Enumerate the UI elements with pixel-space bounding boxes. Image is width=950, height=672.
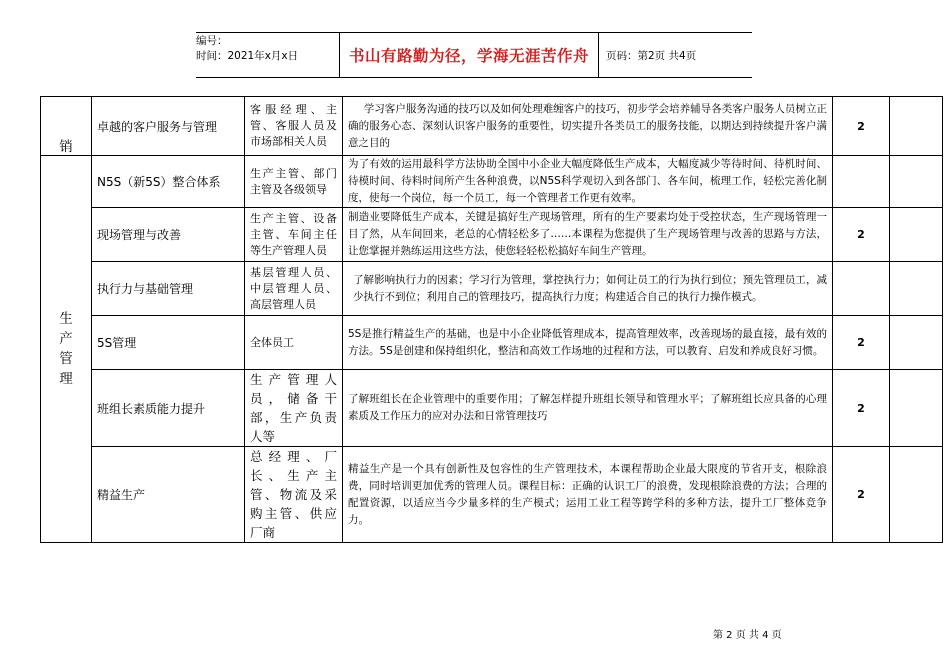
course-name: 卓越的客户服务与管理 <box>92 97 245 156</box>
course-description: 为了有效的运用最科学方法协助全国中小企业大幅度降低生产成本，大幅度减少等待时间、待机时间、待模时间、待料时间所产生各种浪费，以N5S科学观切入到各部门、各车间，梳理工作，轻松完善化制度，使每一个岗位，每一个员工，每一个管理者工作更有效率。 <box>343 156 833 208</box>
course-days: 2 <box>833 447 890 543</box>
course-audience: 全体员工 <box>245 316 343 370</box>
remarks-cell <box>890 316 943 370</box>
course-name: 精益生产 <box>92 447 245 543</box>
course-name: 5S管理 <box>92 316 245 370</box>
table-row <box>41 208 943 262</box>
header-page-label: 页码：第2页 共4页 <box>606 49 697 62</box>
course-description: 制造业要降低生产成本，关键是搞好生产现场管理，所有的生产要素均处于受控状态，生产现场管理一目了然，从车间回来，老总的心情轻松多了……本课程为您提供了生产现场管理与改善的思路与方法，让您掌握并熟练运用这些方法，使您轻轻松松搞好车间生产管理。 <box>343 208 833 262</box>
table-row <box>41 156 943 208</box>
course-description: 精益生产是一个具有创新性及包容性的生产管理技术，本课程帮助企业最大限度的节省开支，根除浪费，同时培训更加优秀的管理人员。课程目标：正确的认识工厂的浪费，发现根除浪费的方法；合理的配置资源，以适应当今少量多样的生产模式；运用工业工程等跨学科的多种方法，提升工厂整体竞争力。 <box>343 447 833 543</box>
course-days: 2 <box>833 370 890 447</box>
category-production: 生 产 管 理 <box>41 156 92 543</box>
page-footer: 第 2 页 共 4 页 <box>713 630 782 641</box>
table-row <box>41 97 943 156</box>
header-slogan: 书山有路勤为径，学海无涯苦作舟 <box>339 33 599 77</box>
remarks-cell <box>890 262 943 316</box>
course-description: 学习客户服务沟通的技巧以及如何处理难缠客户的技巧，初步学会培养辅导各类客户服务人员树立正确的服务心态、深刻认识客户服务的重要性，切实提升各类员工的服务技能，以期达到持续提升客户满意之目的 <box>343 97 833 156</box>
course-name: 执行力与基础管理 <box>92 262 245 316</box>
course-audience: 生产主管、设备主管、车间主任等生产管理人员 <box>245 208 343 262</box>
course-audience: 总经理、厂长、生产主管、物流及采购主管、供应厂商 <box>245 447 343 543</box>
number-label: 编号： <box>196 35 228 47</box>
course-days: 2 <box>833 97 890 156</box>
time-label: 时间：2021年x月x日 <box>196 50 299 62</box>
page-header <box>196 32 752 78</box>
category-sales: 销 <box>41 97 92 156</box>
course-days: 2 <box>833 208 890 262</box>
course-name: 班组长素质能力提升 <box>92 370 245 447</box>
course-days <box>833 156 890 208</box>
remarks-cell <box>890 156 943 208</box>
remarks-cell <box>890 97 943 156</box>
course-audience: 生产主管、部门主管及各级领导 <box>245 156 343 208</box>
course-days: 2 <box>833 316 890 370</box>
header-meta <box>196 33 339 77</box>
course-audience: 生产管理人员，储备干部，生产负责人等 <box>245 370 343 447</box>
course-audience: 基层管理人员、中层管理人员、高层管理人员 <box>245 262 343 316</box>
remarks-cell <box>890 208 943 262</box>
course-description: 5S是推行精益生产的基础，也是中小企业降低管理成本，提高管理效率，改善现场的最直接，最有效的方法。5S是创建和保持组织化，整洁和高效工作场地的过程和方法，可以教育、启发和养成良好习惯。 <box>343 316 833 370</box>
course-description: 了解影响执行力的因素；学习行为管理，掌控执行力；如何让员工的行为执行到位；预先管理员工，减少执行不到位；利用自己的管理技巧，提高执行力度；构建适合自己的执行力操作模式。 <box>343 262 833 316</box>
remarks-cell <box>890 447 943 543</box>
table-row <box>41 447 943 543</box>
course-audience: 客服经理、主管、客服人员及市场部相关人员 <box>245 97 343 156</box>
remarks-cell <box>890 370 943 447</box>
table-row <box>41 316 943 370</box>
table-row <box>41 262 943 316</box>
course-description: 了解班组长在企业管理中的重要作用；了解怎样提升班组长领导和管理水平；了解班组长应具备的心理素质及工作压力的应对办法和日常管理技巧 <box>343 370 833 447</box>
course-days <box>833 262 890 316</box>
course-name: N5S（新5S）整合体系 <box>92 156 245 208</box>
table-row <box>41 370 943 447</box>
course-table <box>40 96 943 543</box>
course-name: 现场管理与改善 <box>92 208 245 262</box>
